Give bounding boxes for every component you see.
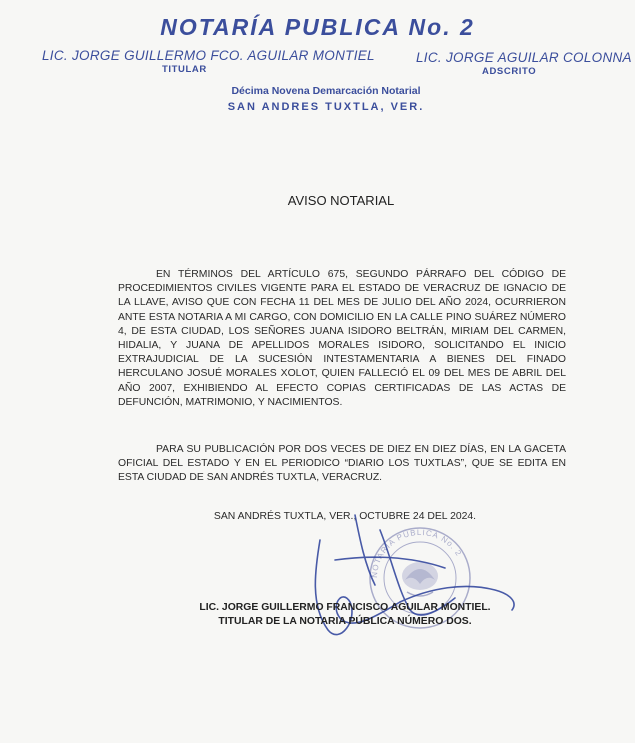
adscrito-name: LIC. JORGE AGUILAR COLONNA bbox=[416, 50, 632, 65]
paragraph-1 bbox=[118, 268, 566, 410]
letterhead-titular bbox=[42, 48, 375, 75]
titular-role: TITULAR bbox=[162, 64, 207, 75]
letterhead-adscrito bbox=[416, 50, 632, 77]
date-line: SAN ANDRÉS TUXTLA, VER., OCTUBRE 24 DEL 2024. bbox=[213, 511, 477, 522]
letterhead-city: SAN ANDRES TUXTLA, VER. bbox=[227, 101, 425, 113]
signature-name: LIC. JORGE GUILLERMO FRANCISCO AGUILAR MONTIEL. bbox=[199, 602, 491, 613]
titular-name: LIC. JORGE GUILLERMO FCO. AGUILAR MONTIEL bbox=[42, 48, 375, 63]
paragraph-2-text: PARA SU PUBLICACIÓN POR DOS VECES DE DIEZ EN DIEZ DÍAS, EN LA GACETA OFICIAL DEL ESTADO Y EN EL PERIODICO “DIARIO LOS TUXTLAS”, QUE SE EDITA EN ESTA CIUDAD DE SAN ANDRÉS TUXTLA, VERACRUZ. bbox=[118, 444, 566, 484]
demarcation-line: Décima Novena Demarcación Notarial bbox=[231, 85, 421, 97]
signature-title: TITULAR DE LA NOTARIA PÚBLICA NÚMERO DOS. bbox=[218, 616, 472, 627]
seal-text: NOTARÍA PUBLICA No. 2 bbox=[369, 527, 464, 579]
handwritten-signature bbox=[280, 510, 530, 650]
document-heading: AVISO NOTARIAL bbox=[287, 193, 395, 208]
adscrito-role: ADSCRITO bbox=[482, 66, 537, 77]
paragraph-2 bbox=[118, 443, 566, 486]
letterhead-title: NOTARÍA PUBLICA No. 2 bbox=[160, 14, 475, 40]
paragraph-1-text: EN TÉRMINOS DEL ARTÍCULO 675, SEGUNDO PÁRRAFO DEL CÓDIGO DE PROCEDIMIENTOS CIVILES VIGENTE PARA EL ESTADO DE VERACRUZ DE IGNACIO DE LA LLAVE, AVISO QUE CON FECHA 11 DEL MES DE JULIO DEL AÑO 2024, OCURRIERON ANTE ESTA NOTARIA A MI CARGO, CON DOMICILIO EN LA CALLE PINO SUÁREZ NÚMERO 4, DE ESTA CIUDAD, LOS SEÑORES JUANA ISIDORO BELTRÁN, MIRIAM DEL CARMEN, HIDALIA, Y JUANA DE APELLIDOS MORALES ISIDORO, SOLICITANDO EL INICIO EXTRAJUDICIAL DE LA SUCESIÓN INTESTAMENTARIA A BIENES DEL FINADO HERCULANO JOSUÉ MORALES XOLOT, QUIEN FALLECIÓ EL 09 DEL MES DE ABRIL DEL AÑO 2007, EXHIBIENDO AL EFECTO COPIAS CERTIFICADAS DE LAS ACTAS DE DEFUNCIÓN, MATRIMONIO, Y NACIMIENTOS. bbox=[118, 269, 566, 408]
